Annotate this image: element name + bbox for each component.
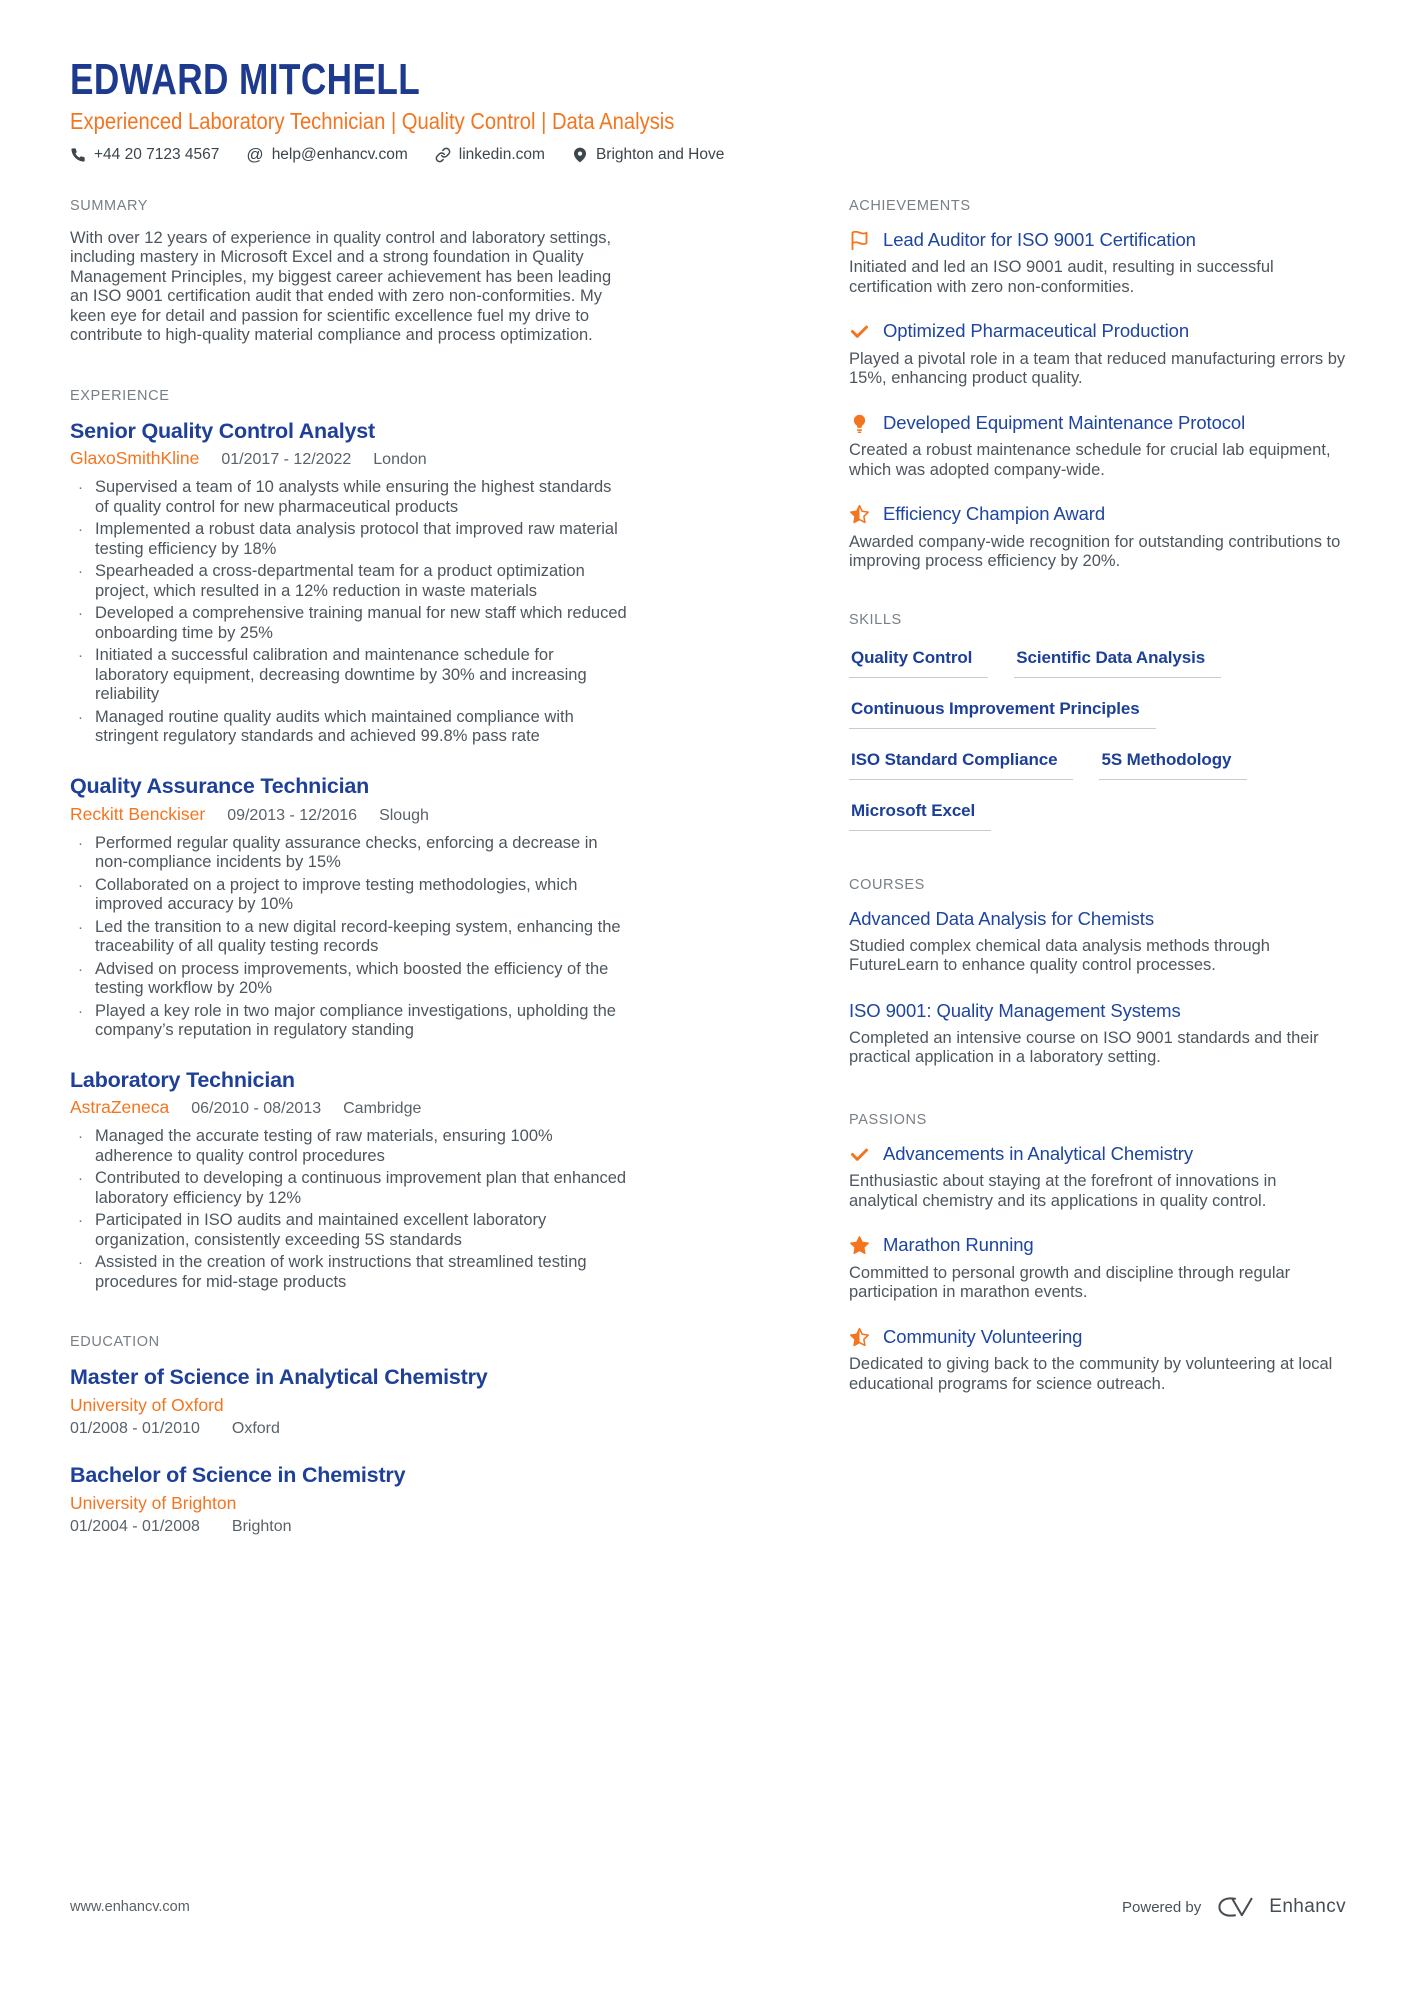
job-bullets [70,1127,628,1292]
bullet-text: Supervised a team of 10 analysts while ensuring the highest standards of quality control for new pharmaceutical products [95,478,612,516]
bullet-dot-icon: · [78,563,83,581]
achievement-title: Optimized Pharmaceutical Production [883,320,1190,342]
powered-by[interactable] [1122,1893,1346,1921]
bullet-item [70,1002,628,1041]
achievement-item [849,229,1346,298]
candidate-headline: Experienced Laboratory Technician | Quality Control | Data Analysis [70,107,675,134]
bullet-dot-icon: · [78,1002,83,1020]
bullet-text: Assisted in the creation of work instructions that streamlined testing procedures for mid-stage products [95,1253,587,1291]
bullet-text: Advised on process improvements, which boosted the efficiency of the testing workflow by 20% [95,959,609,998]
job-meta [70,804,628,825]
job-entry [70,774,628,1041]
bullet-item [70,646,628,705]
passion-item [849,1143,1346,1212]
contact-email-text: help@enhancv.com [271,145,408,163]
degree-entry [70,1365,628,1438]
achievements-heading: ACHIEVEMENTS [849,197,971,214]
flag-icon [849,230,870,251]
enhancv-brand-name: Enhancv [1269,1896,1346,1917]
degree-dates: 01/2004 - 01/2008 [70,1518,200,1536]
bullet-dot-icon: · [78,918,83,936]
contact-row [70,146,1346,164]
candidate-name: EDWARD MITCHELL [70,55,421,104]
passion-title: Advancements in Analytical Chemistry [883,1142,1194,1164]
job-company: Reckitt Benckiser [70,803,206,824]
bullet-dot-icon: · [78,1254,83,1272]
at-icon: @ [246,145,264,165]
skill-tag: 5S Methodology [1099,750,1247,780]
course-title: ISO 9001: Quality Management Systems [849,999,1181,1021]
contact-phone-text: +44 20 7123 4567 [94,145,220,163]
bullet-dot-icon: · [78,605,83,623]
bullet-text: Led the transition to a new digital record-keeping system, enhancing the traceability of all quality testing records [95,917,621,956]
skills-section [849,612,1346,831]
passion-head [849,1143,1346,1166]
bullet-item [70,478,628,517]
half-star-icon [849,504,870,525]
job-meta [70,1097,628,1118]
page-footer [70,1893,1346,1921]
bullet-text: Developed a comprehensive training manual for new staff which reduced onboarding time by 25% [95,604,627,642]
contact-linkedin[interactable] [435,146,545,164]
bullet-dot-icon: · [78,960,83,978]
education-section [70,1334,628,1536]
achievement-title: Lead Auditor for ISO 9001 Certification [883,228,1196,250]
bullet-item [70,604,628,643]
footer-site-link[interactable]: www.enhancv.com [70,1899,190,1915]
achievement-title: Efficiency Champion Award [883,503,1106,525]
achievement-head [849,412,1346,435]
degree-school: University of Brighton [70,1493,237,1514]
star-icon [849,1235,870,1256]
bullet-item [70,562,628,601]
job-title: Senior Quality Control Analyst [70,418,375,443]
job-company: AstraZeneca [70,1097,170,1118]
bullet-text: Implemented a robust data analysis protocol that improved raw material testing efficiency by 18% [95,520,618,558]
passion-item [849,1326,1346,1395]
job-dates: 09/2013 - 12/2016 [227,806,358,824]
degree-location: Oxford [231,1420,280,1438]
passion-title: Community Volunteering [883,1325,1083,1347]
achievement-item [849,503,1346,572]
education-heading: EDUCATION [70,1334,160,1351]
bullet-item [70,520,628,559]
check-icon [849,1144,870,1165]
contact-phone[interactable] [70,146,219,164]
experience-section [70,388,628,1293]
link-icon [435,147,451,163]
bullet-item [70,876,628,915]
passions-section [849,1112,1346,1395]
bullet-dot-icon: · [78,1212,83,1230]
summary-section [70,198,628,346]
job-title: Quality Assurance Technician [70,773,370,798]
achievement-text: Initiated and led an ISO 9001 audit, resulting in successful certification with zero non-conformities. [849,258,1274,296]
job-location: Slough [379,806,429,824]
job-dates: 01/2017 - 12/2022 [221,451,352,469]
job-bullets [70,478,628,747]
columns [70,198,1346,1561]
job-company: GlaxoSmithKline [70,448,200,469]
bullet-item [70,1127,628,1166]
bullet-item [70,1253,628,1292]
course-entry [849,1000,1346,1068]
job-title: Laboratory Technician [70,1067,295,1092]
passion-head [849,1234,1346,1257]
bullet-item [70,1211,628,1250]
phone-icon [70,147,86,163]
skill-tag: Scientific Data Analysis [1014,648,1221,678]
job-entry [70,419,628,747]
bullet-text: Collaborated on a project to improve testing methodologies, which improved accuracy by 10% [95,875,578,914]
bullet-text: Managed routine quality audits which maintained compliance with stringent regulatory standards and achieved 99.8% pass rate [95,707,574,746]
degree-entry [70,1463,628,1536]
bullet-dot-icon: · [78,876,83,894]
achievement-item [849,412,1346,481]
bullet-text: Managed the accurate testing of raw materials, ensuring 100% adherence to quality control procedures [95,1127,553,1165]
bullet-text: Played a key role in two major compliance investigations, upholding the company’s reputation in regulatory standing [95,1001,616,1040]
course-entry [849,908,1346,976]
achievement-item [849,320,1346,389]
achievements-section [849,198,1346,572]
achievement-text: Awarded company-wide recognition for outstanding contributions to improving process efficiency by 20%. [849,532,1341,571]
achievement-text: Created a robust maintenance schedule for crucial lab equipment, which was adopted company-wide. [849,441,1331,479]
bullet-item [70,708,628,747]
skill-tag: Continuous Improvement Principles [849,699,1156,729]
achievement-title: Developed Equipment Maintenance Protocol [883,411,1246,433]
course-text: Studied complex chemical data analysis methods through FutureLearn to enhance quality control processes. [849,936,1270,975]
contact-location [572,146,724,164]
courses-section [849,877,1346,1068]
course-title: Advanced Data Analysis for Chemists [849,907,1154,929]
job-location: London [373,451,427,469]
contact-email[interactable] [246,146,407,164]
experience-heading: EXPERIENCE [70,387,170,404]
achievement-head [849,320,1346,343]
skill-tag: Quality Control [849,648,988,678]
job-meta [70,448,628,469]
skill-tag: ISO Standard Compliance [849,750,1073,780]
check-icon [849,321,870,342]
half-star-icon [849,1327,870,1348]
summary-heading: SUMMARY [70,197,149,214]
contact-linkedin-text: linkedin.com [458,145,545,163]
lightbulb-icon [849,413,870,434]
bullet-item [70,960,628,999]
achievement-head [849,503,1346,526]
passion-text: Enthusiastic about staying at the forefront of innovations in analytical chemistry and its applications in quality control. [849,1172,1277,1210]
enhancv-logo-icon [1213,1893,1257,1921]
contact-location-text: Brighton and Hove [595,145,725,163]
skills-heading: SKILLS [849,611,902,628]
passion-text: Committed to personal growth and discipline through regular participation in marathon events. [849,1263,1291,1302]
achievement-text: Played a pivotal role in a team that reduced manufacturing errors by 15%, enhancing product quality. [849,349,1346,388]
location-icon [572,147,588,163]
bullet-text: Performed regular quality assurance checks, enforcing a decrease in non-compliance incidents by 15% [95,833,598,872]
job-dates: 06/2010 - 08/2013 [191,1100,322,1118]
job-entry [70,1068,628,1293]
bullet-item [70,918,628,957]
bullet-item [70,834,628,873]
job-location: Cambridge [343,1100,422,1118]
left-column [70,198,628,1561]
passion-head [849,1326,1346,1349]
bullet-dot-icon: · [78,1170,83,1188]
bullet-text: Participated in ISO audits and maintained excellent laboratory organization, consistently exceeding 5S standards [95,1211,547,1249]
passions-heading: PASSIONS [849,1111,927,1128]
bullet-text: Initiated a successful calibration and maintenance schedule for laboratory equipment, decreasing downtime by 30% and increasing reliability [95,646,587,704]
resume-header [70,56,1346,164]
degree-title: Bachelor of Science in Chemistry [70,1463,406,1488]
bullet-item [70,1169,628,1208]
bullet-dot-icon: · [78,708,83,726]
degree-title: Master of Science in Analytical Chemistry [70,1365,488,1390]
right-column [849,198,1346,1561]
degree-school: University of Oxford [70,1395,224,1416]
degree-meta [70,1420,628,1438]
degree-dates: 01/2008 - 01/2010 [70,1420,200,1438]
bullet-text: Contributed to developing a continuous improvement plan that enhanced laboratory efficiency by 12% [95,1169,627,1207]
job-bullets [70,834,628,1041]
degree-location: Brighton [231,1518,292,1536]
summary-text: With over 12 years of experience in quality control and laboratory settings, including mastery in Microsoft Excel and a strong foundation in Quality Management Principles, my biggest career achievement has been leading an ISO 9001 certification audit that ended with zero non-conformities. My keen eye for detail and passion for scientific excellence fuel my drive to contribute to high-quality material compliance and process optimization. [70,228,612,345]
passion-title: Marathon Running [883,1234,1034,1256]
bullet-dot-icon: · [78,479,83,497]
passion-text: Dedicated to giving back to the community by volunteering at local educational programs for science outreach. [849,1355,1333,1393]
achievement-head [849,229,1346,252]
bullet-dot-icon: · [78,1128,83,1146]
bullet-dot-icon: · [78,834,83,852]
bullet-text: Spearheaded a cross-departmental team for a product optimization project, which resulted in a 12% reduction in waste materials [95,562,585,600]
skill-tag: Microsoft Excel [849,801,991,831]
degree-meta [70,1518,628,1536]
course-text: Completed an intensive course on ISO 9001 standards and their practical application in a laboratory setting. [849,1028,1319,1067]
courses-heading: COURSES [849,876,925,893]
passion-item [849,1234,1346,1303]
bullet-dot-icon: · [78,647,83,665]
bullet-dot-icon: · [78,521,83,539]
powered-by-label: Powered by [1122,1898,1202,1916]
skills-list [849,648,1346,831]
